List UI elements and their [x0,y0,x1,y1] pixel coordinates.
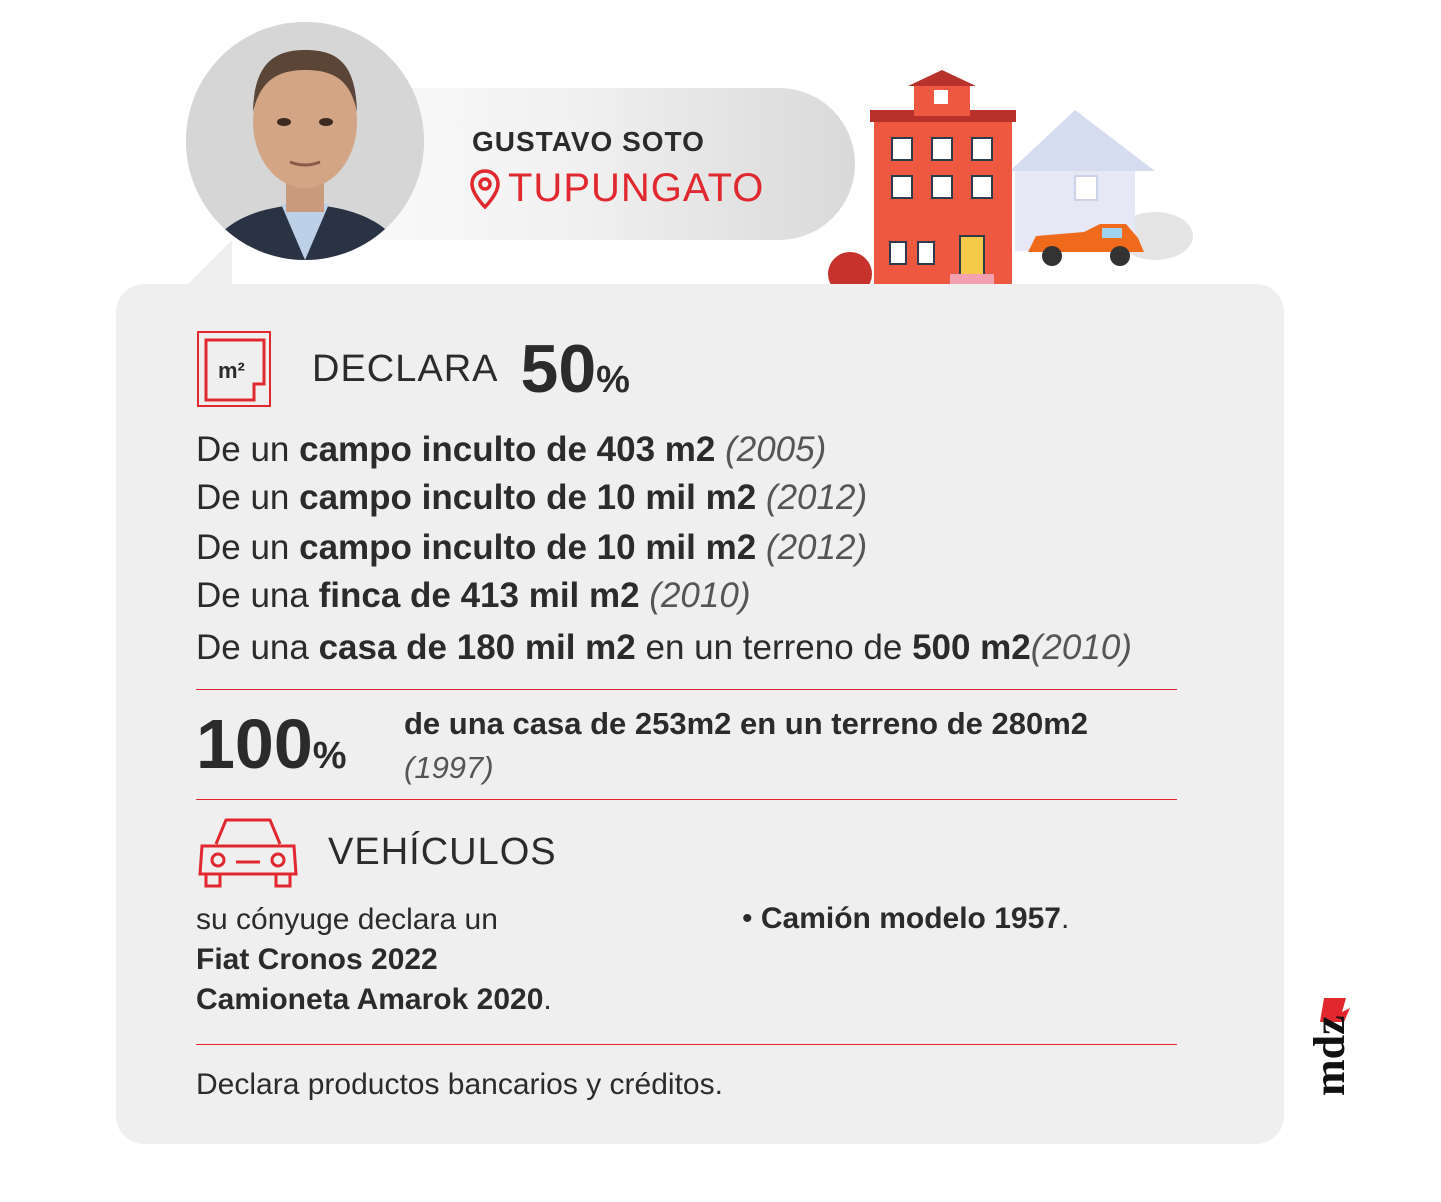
divider [196,799,1177,800]
full-ownership-text: de una casa de 253m2 en un terreno de 280m2 (1997) [404,706,1089,785]
divider [196,689,1177,690]
car-icon [196,814,300,890]
full-ownership-percentage [196,704,347,784]
property-item: De una casa de 180 mil m2 en un terreno de 500 m2(2010) [196,628,1132,667]
bush-shape [828,252,872,288]
property-item: De un campo inculto de 403 m2 (2005) [196,430,827,469]
building-door [960,236,984,276]
property-item: De una finca de 413 mil m2 (2010) [196,576,751,615]
property-item: De un campo inculto de 10 mil m2 (2012) [196,478,868,517]
truck-window [1102,228,1122,238]
m2-icon [196,330,274,408]
full-value: 100 [196,705,313,783]
truck-wheel [1042,246,1062,266]
spouse-vehicle: Fiat Cronos 2022 [196,943,438,976]
period: . [543,983,552,1016]
location-name: TUPUNGATO [508,166,765,210]
vehicles-label: VEHÍCULOS [328,830,557,873]
spouse-vehicle: Camioneta Amarok 2020 [196,983,544,1016]
full-unit: % [312,735,347,777]
gray-house-window [1075,176,1097,200]
m2-icon-text: m² [218,358,245,383]
mdz-logo [1300,994,1356,1104]
declara-percentage [521,330,630,408]
spouse-vehicles [196,900,552,1020]
period: . [1060,902,1070,935]
tower-roof [908,70,976,86]
gray-house-roof [1010,110,1155,171]
spouse-text: su cónyuge declara un [196,903,498,936]
logo-text: mdz [1305,1015,1354,1096]
speech-tail [182,240,232,290]
tower-window [934,90,948,104]
property-item: De un campo inculto de 10 mil m2 (2012) [196,528,868,567]
divider [196,1044,1177,1045]
declara-label: DECLARA [312,347,499,390]
location-pin-icon [470,169,500,209]
declara-value: 50 [520,331,597,407]
location [470,166,764,211]
declara-unit: % [596,359,630,401]
own-vehicle: • Camión modelo 1957. [742,902,1070,935]
person-name: GUSTAVO SOTO [472,126,705,157]
houses-illustration [820,66,1200,288]
avatar [186,22,424,260]
own-vehicle-name: Camión modelo 1957 [760,902,1061,935]
truck-wheel [1110,246,1130,266]
bank-note: Declara productos bancarios y créditos. [196,1068,723,1101]
declara-header [196,330,630,408]
portrait-image [186,22,424,260]
vehicles-header [196,814,557,890]
